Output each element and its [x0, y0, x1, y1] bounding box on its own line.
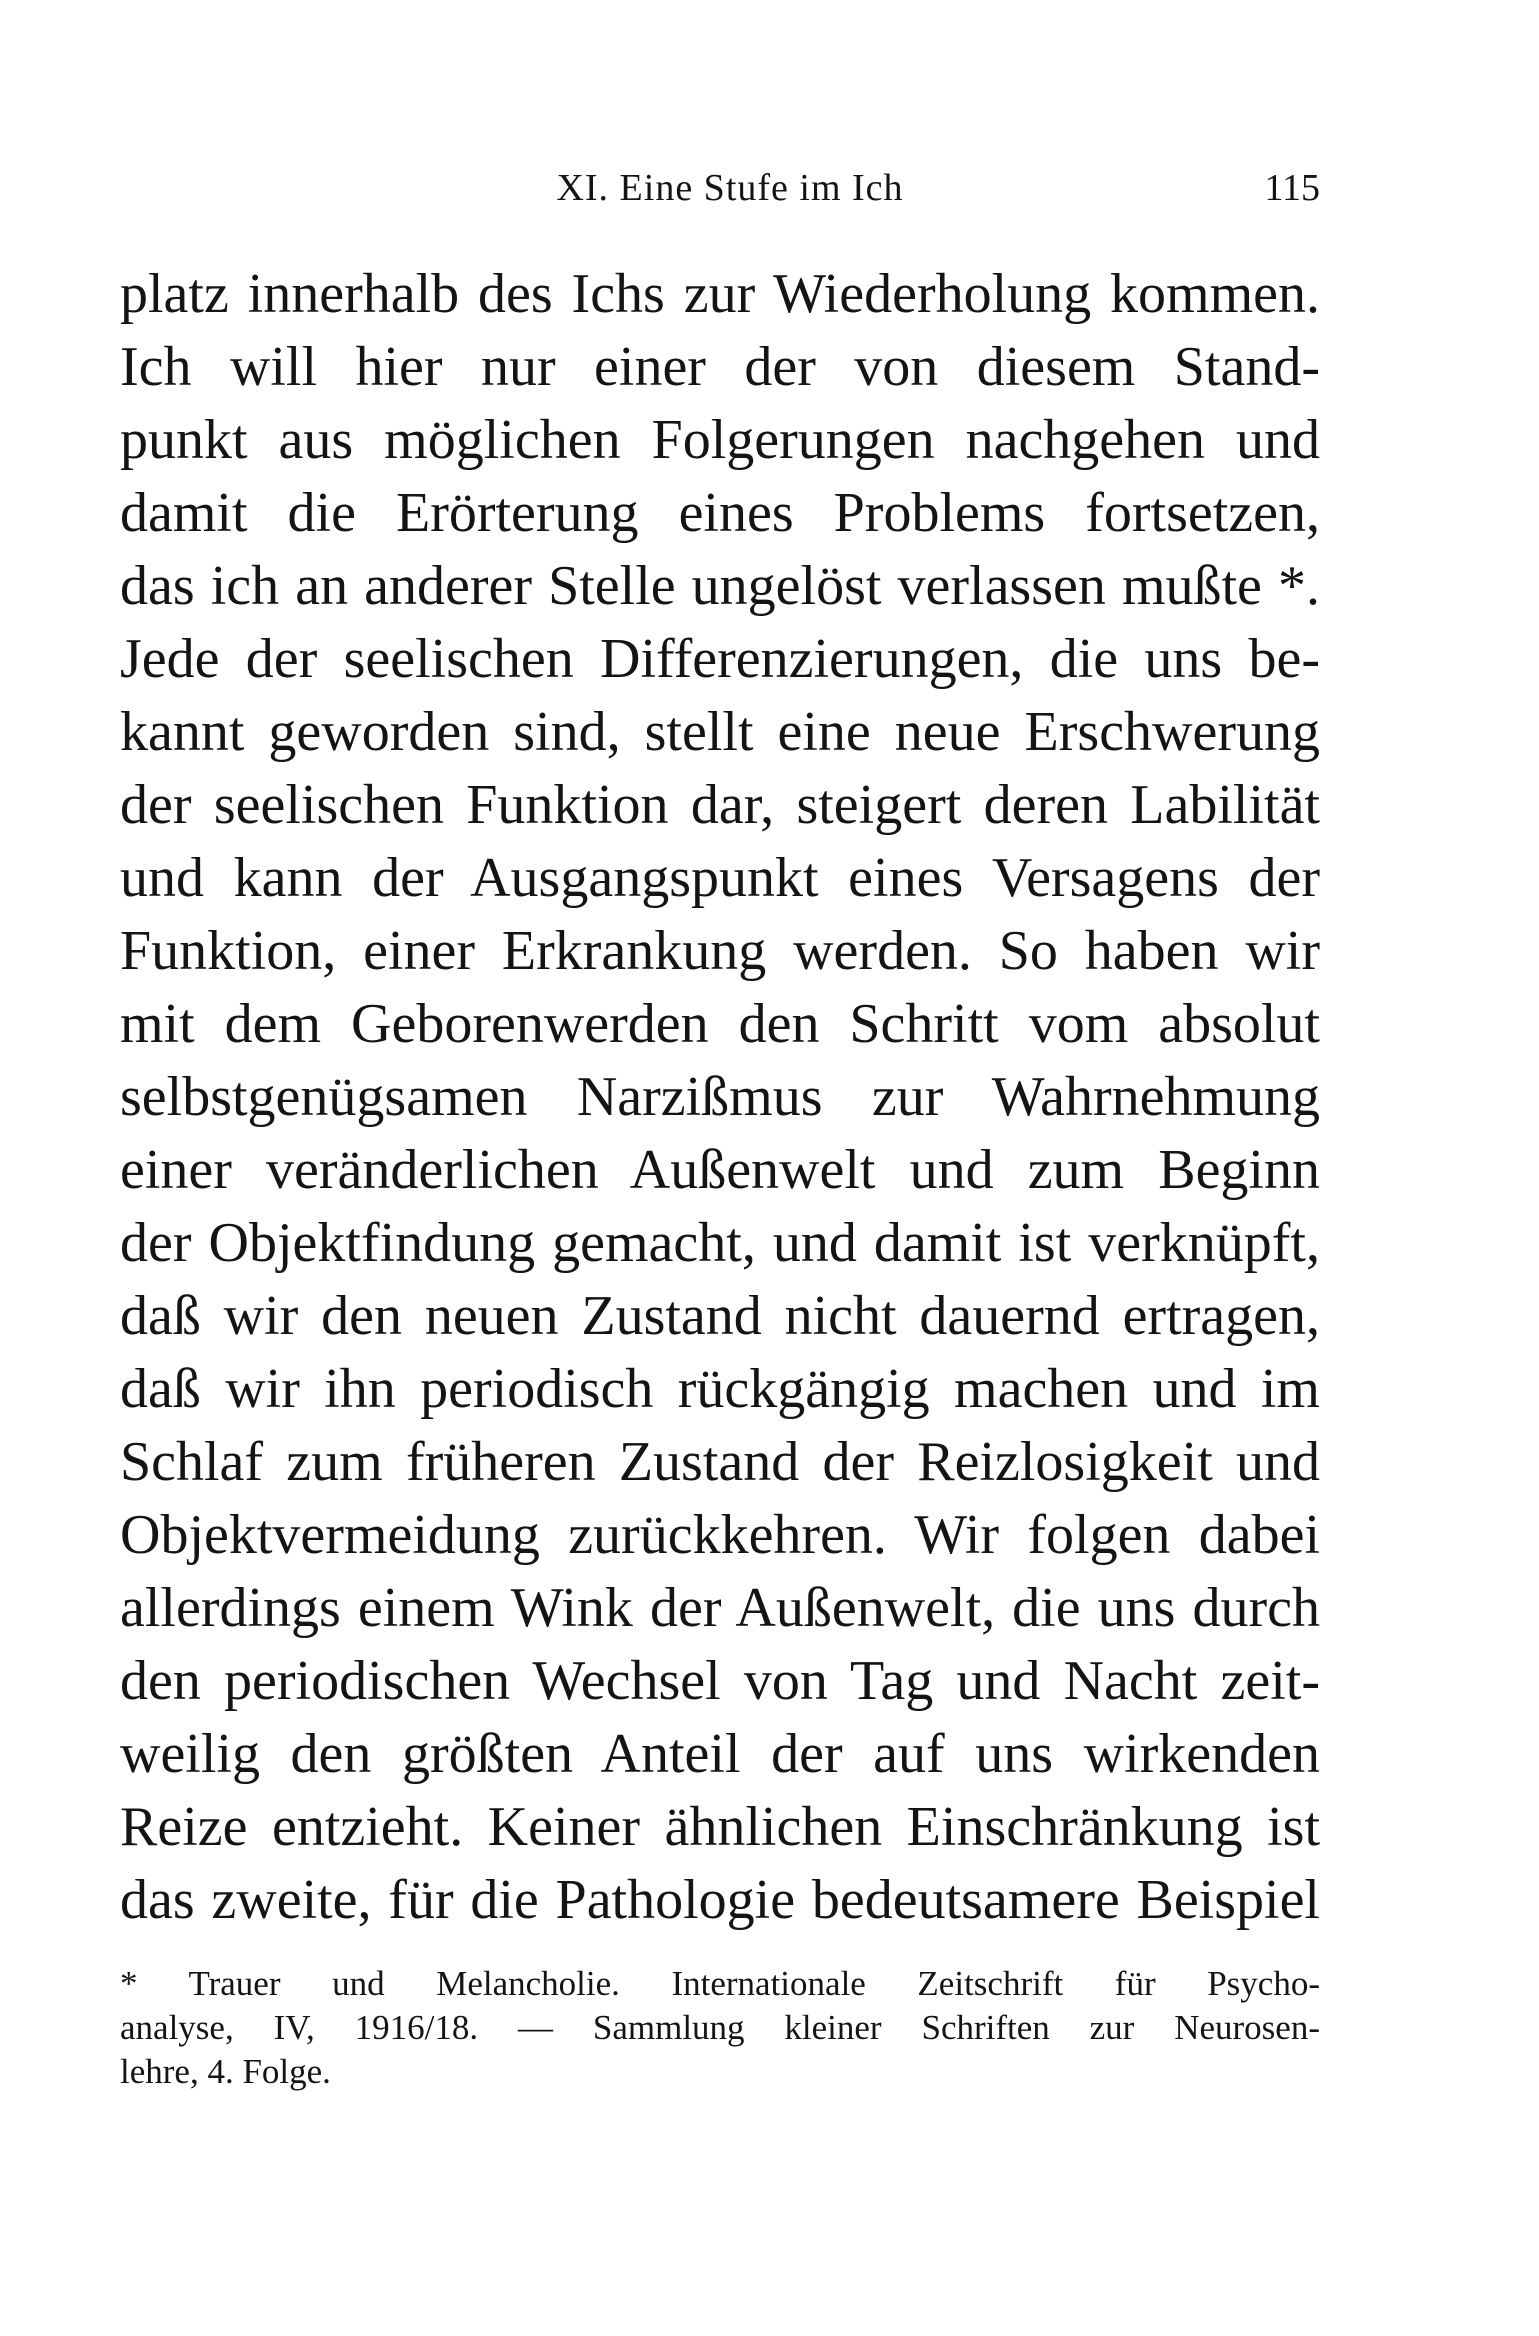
footnote-line: lehre, 4. Folge.	[120, 2052, 331, 2091]
text-line: selbstgenügsamen Narzißmus zur Wahrnehmung	[120, 1066, 1320, 1128]
text-line: das ich an anderer Stelle ungelöst verlassen mußte *.	[120, 555, 1320, 617]
text-line: daß wir ihn periodisch rückgängig machen und im	[120, 1358, 1320, 1420]
text-line: Funktion, einer Erkrankung werden. So haben wir	[120, 920, 1320, 982]
text-line: der seelischen Funktion dar, steigert deren Labilität	[120, 774, 1320, 836]
running-head	[120, 158, 1320, 218]
text-line: Reize entzieht. Keiner ähnlichen Einschränkung ist	[120, 1796, 1320, 1858]
body-text	[120, 258, 1320, 1937]
text-line: Ich will hier nur einer der von diesem Stand-	[120, 336, 1320, 398]
chapter-title: XI. Eine Stufe im Ich	[556, 167, 904, 209]
text-line: Objektvermeidung zurückkehren. Wir folgen dabei	[120, 1504, 1320, 1566]
footnote	[120, 1962, 1320, 2094]
text-line: das zweite, für die Pathologie bedeutsamere Beispiel	[120, 1869, 1320, 1931]
text-line: Jede der seelischen Differenzierungen, die uns be-	[120, 628, 1320, 690]
text-line: weilig den größten Anteil der auf uns wirkenden	[120, 1723, 1320, 1785]
text-line: daß wir den neuen Zustand nicht dauernd ertragen,	[120, 1285, 1320, 1347]
footnote-line: analyse, IV, 1916/18. — Sammlung kleiner Schriften zur Neurosen-	[120, 2008, 1320, 2047]
text-line: punkt aus möglichen Folgerungen nachgehen und	[120, 409, 1320, 471]
text-line: Schlaf zum früheren Zustand der Reizlosigkeit und	[120, 1431, 1320, 1493]
text-line: den periodischen Wechsel von Tag und Nacht zeit-	[120, 1650, 1320, 1712]
text-line: einer veränderlichen Außenwelt und zum Beginn	[120, 1139, 1320, 1201]
footnote-line: * Trauer und Melancholie. Internationale Zeitschrift für Psycho-	[120, 1964, 1320, 2003]
text-line: platz innerhalb des Ichs zur Wiederholung kommen.	[120, 263, 1320, 325]
text-line: der Objektfindung gemacht, und damit ist verknüpft,	[120, 1212, 1320, 1274]
text-line: allerdings einem Wink der Außenwelt, die uns durch	[120, 1577, 1320, 1639]
page-number: 115	[1264, 167, 1320, 209]
text-line: und kann der Ausgangspunkt eines Versagens der	[120, 847, 1320, 909]
text-line: mit dem Geborenwerden den Schritt vom absolut	[120, 993, 1320, 1055]
text-line: kannt geworden sind, stellt eine neue Erschwerung	[120, 701, 1320, 763]
text-line: damit die Erörterung eines Problems fortsetzen,	[120, 482, 1320, 544]
